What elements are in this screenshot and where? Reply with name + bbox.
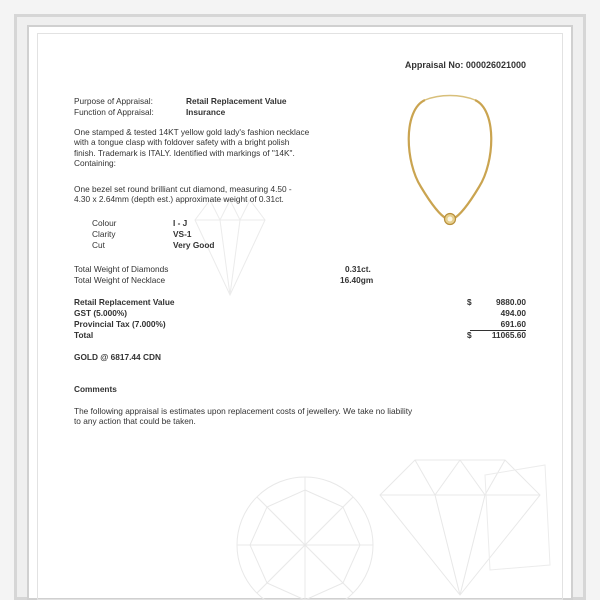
- diamond-watermark-circle: [230, 470, 380, 600]
- total-currency: $: [467, 330, 472, 340]
- function-value: Insurance: [186, 107, 226, 117]
- weight-value-diamonds: 0.31ct.: [345, 264, 371, 274]
- comments-text: [74, 406, 412, 427]
- description-line: One stamped & tested 14KT yellow gold lady's fashion necklace: [74, 127, 310, 137]
- comments-heading: Comments: [74, 384, 117, 394]
- comments-line: to any action that could be taken.: [74, 416, 196, 427]
- purpose-label: Purpose of Appraisal:: [74, 96, 153, 106]
- grading-label-colour: Colour: [92, 218, 117, 228]
- retail-value-currency: $: [467, 297, 472, 307]
- description-line: Containing:: [74, 158, 116, 169]
- weight-value-necklace: 16.40gm: [340, 275, 374, 285]
- necklace-photo: [385, 92, 515, 242]
- diamond-description-line: One bezel set round brilliant cut diamond, measuring 4.50 -: [74, 184, 292, 194]
- total-amount: 11065.60: [491, 330, 526, 340]
- diamond-watermark-corner: [475, 455, 555, 575]
- provincial-tax-label: Provincial Tax (7.000%): [74, 319, 166, 329]
- grading-label-clarity: Clarity: [92, 229, 116, 239]
- purpose-value: Retail Replacement Value: [186, 96, 287, 106]
- retail-value-amount: 9880.00: [496, 297, 526, 307]
- description-line: with a tongue clasp with foldover safety with a bright polish: [74, 137, 290, 148]
- diamond-description: [74, 184, 292, 205]
- item-description: [74, 127, 309, 169]
- total-label: Total: [74, 330, 94, 340]
- gold-price: GOLD @ 6817.44 CDN: [74, 352, 161, 362]
- weight-label-necklace: Total Weight of Necklace: [74, 275, 166, 285]
- gst-amount: 494.00: [500, 308, 526, 318]
- retail-value-label: Retail Replacement Value: [74, 297, 175, 307]
- grading-label-cut: Cut: [92, 240, 105, 250]
- gst-label: GST (5.000%): [74, 308, 128, 318]
- provincial-tax-amount: 691.60: [470, 319, 526, 331]
- grading-value-colour: I - J: [173, 218, 188, 228]
- function-label: Function of Appraisal:: [74, 107, 154, 117]
- appraisal-number: Appraisal No: 000026021000: [404, 60, 526, 70]
- grading-value-cut: Very Good: [173, 240, 215, 250]
- diamond-description-line: 4.30 x 2.64mm (depth est.) approximate weight of 0.31ct.: [74, 194, 284, 205]
- grading-value-clarity: VS-1: [173, 229, 192, 239]
- description-line: finish. Trademark is ITALY. Identified with markings of "14K".: [74, 147, 295, 158]
- weight-label-diamonds: Total Weight of Diamonds: [74, 264, 169, 274]
- comments-line: The following appraisal is estimates upon replacement costs of jewellery. We take no liability: [74, 406, 413, 416]
